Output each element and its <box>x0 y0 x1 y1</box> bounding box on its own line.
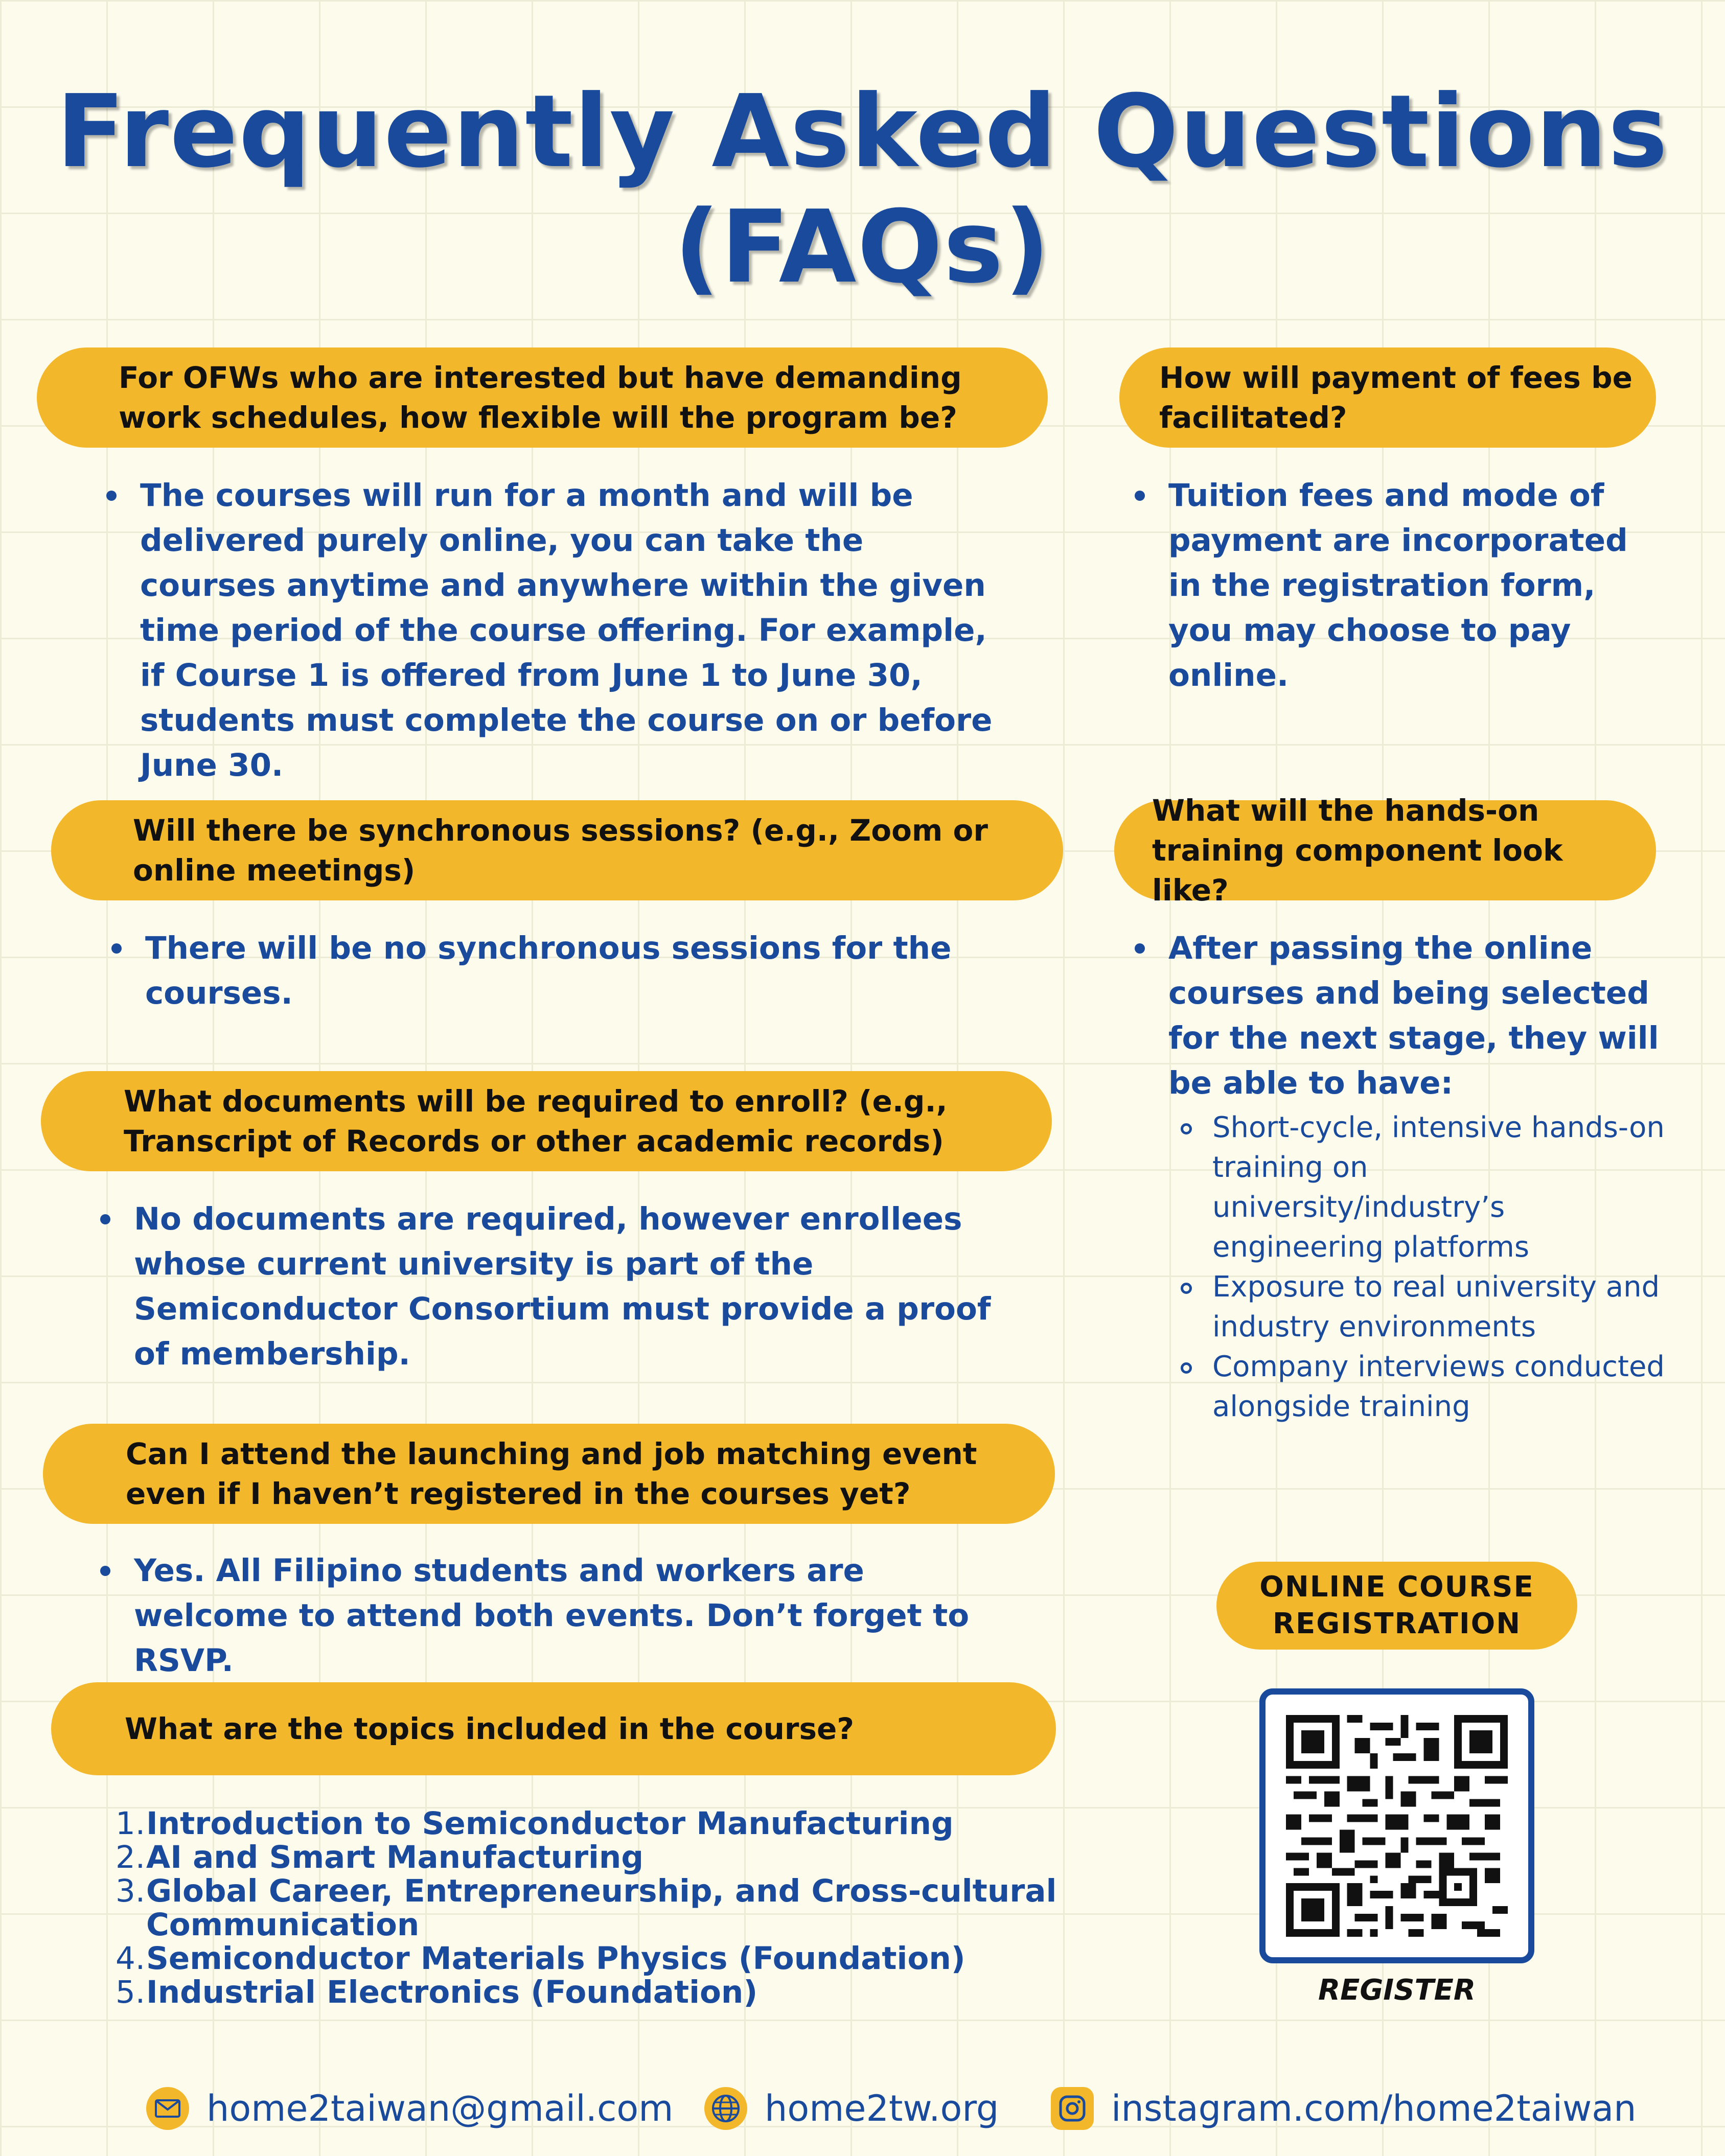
qr-code-icon[interactable] <box>1286 1715 1508 1937</box>
faq-answer-synchronous <box>111 926 1011 1016</box>
faq-answer-documents <box>100 1197 1010 1377</box>
answer-bullet: Yes. All Filipino students and workers are welcome to attend both events. Don’t forget to RSVP. <box>100 1548 1010 1683</box>
mail-icon <box>146 2087 189 2130</box>
answer-bullet: There will be no synchronous sessions for the courses. <box>111 926 1011 1016</box>
globe-icon <box>704 2087 747 2130</box>
answer-bullet: No documents are required, however enrollees whose current university is part of the Semiconductor Consortium must provide a proof of membership. <box>100 1197 1010 1377</box>
faq-question-flexibility: For OFWs who are interested but have demanding work schedules, how flexible will the program be? <box>37 347 1048 448</box>
footer-instagram[interactable]: instagram.com/home2taiwan <box>1051 2087 1637 2130</box>
faq-answer-flexibility <box>106 473 1006 788</box>
topic-item: 1. Introduction to Semiconductor Manufacturing <box>116 1805 954 1842</box>
qr-caption: REGISTER <box>1318 1974 1476 2007</box>
topic-item: 3. Global Career, Entrepreneurship, and Cross-cultural Communication <box>116 1873 1057 1943</box>
faq-question-launching-event: Can I attend the launching and job matching event even if I haven’t registered in the courses yet? <box>43 1424 1055 1524</box>
sub-bullet: Company interviews conducted alongside training <box>1181 1347 1666 1427</box>
answer-bullet: After passing the online courses and being selected for the next stage, they will be able to have: Short-cycle, intensive hands-on training on university/industry’s engineering platforms Exposure to real university and industry environments Company interviews conducted alongside training <box>1135 926 1666 1427</box>
footer-website[interactable]: home2tw.org <box>704 2087 999 2130</box>
topic-item: 4. Semiconductor Materials Physics (Foundation) <box>116 1940 965 1977</box>
faq-answer-hands-on <box>1135 926 1666 1427</box>
topic-item: 5. Industrial Electronics (Foundation) <box>116 1974 758 2010</box>
page-title-line1: Frequently Asked Questions <box>56 74 1669 190</box>
answer-bullet: Tuition fees and mode of payment are incorporated in the registration form, you may choose to pay online. <box>1135 473 1646 698</box>
instagram-icon <box>1051 2087 1094 2130</box>
qr-code-frame[interactable] <box>1259 1688 1534 1963</box>
registration-label[interactable]: ONLINE COURSE REGISTRATION <box>1216 1562 1577 1650</box>
sub-bullet: Exposure to real university and industry environments <box>1181 1267 1666 1347</box>
topics-list <box>116 1807 1087 2009</box>
page-title-line2: (FAQs) <box>674 189 1051 306</box>
faq-question-payment: How will payment of fees be facilitated? <box>1119 347 1656 448</box>
faq-question-synchronous: Will there be synchronous sessions? (e.g., Zoom or online meetings) <box>51 800 1063 900</box>
faq-question-hands-on: What will the hands-on training component look like? <box>1114 800 1656 900</box>
faq-answer-launching-event <box>100 1548 1010 1683</box>
footer-email[interactable]: home2taiwan@gmail.com <box>146 2087 673 2130</box>
hands-on-subitems <box>1181 1108 1666 1427</box>
faq-answer-payment <box>1135 473 1646 698</box>
faq-question-documents: What documents will be required to enroll? (e.g., Transcript of Records or other academic records) <box>41 1071 1052 1171</box>
topic-item: 2. AI and Smart Manufacturing <box>116 1839 644 1875</box>
sub-bullet: Short-cycle, intensive hands-on training on university/industry’s engineering platforms <box>1181 1108 1666 1267</box>
answer-bullet: The courses will run for a month and will be delivered purely online, you can take the courses anytime and anywhere within the given time period of the course offering. For example, if Course 1 is offered from June 1 to June 30, students must complete the course on or before June 30. <box>106 473 1006 788</box>
faq-question-topics: What are the topics included in the course? <box>51 1682 1056 1775</box>
page-title <box>0 74 1725 305</box>
